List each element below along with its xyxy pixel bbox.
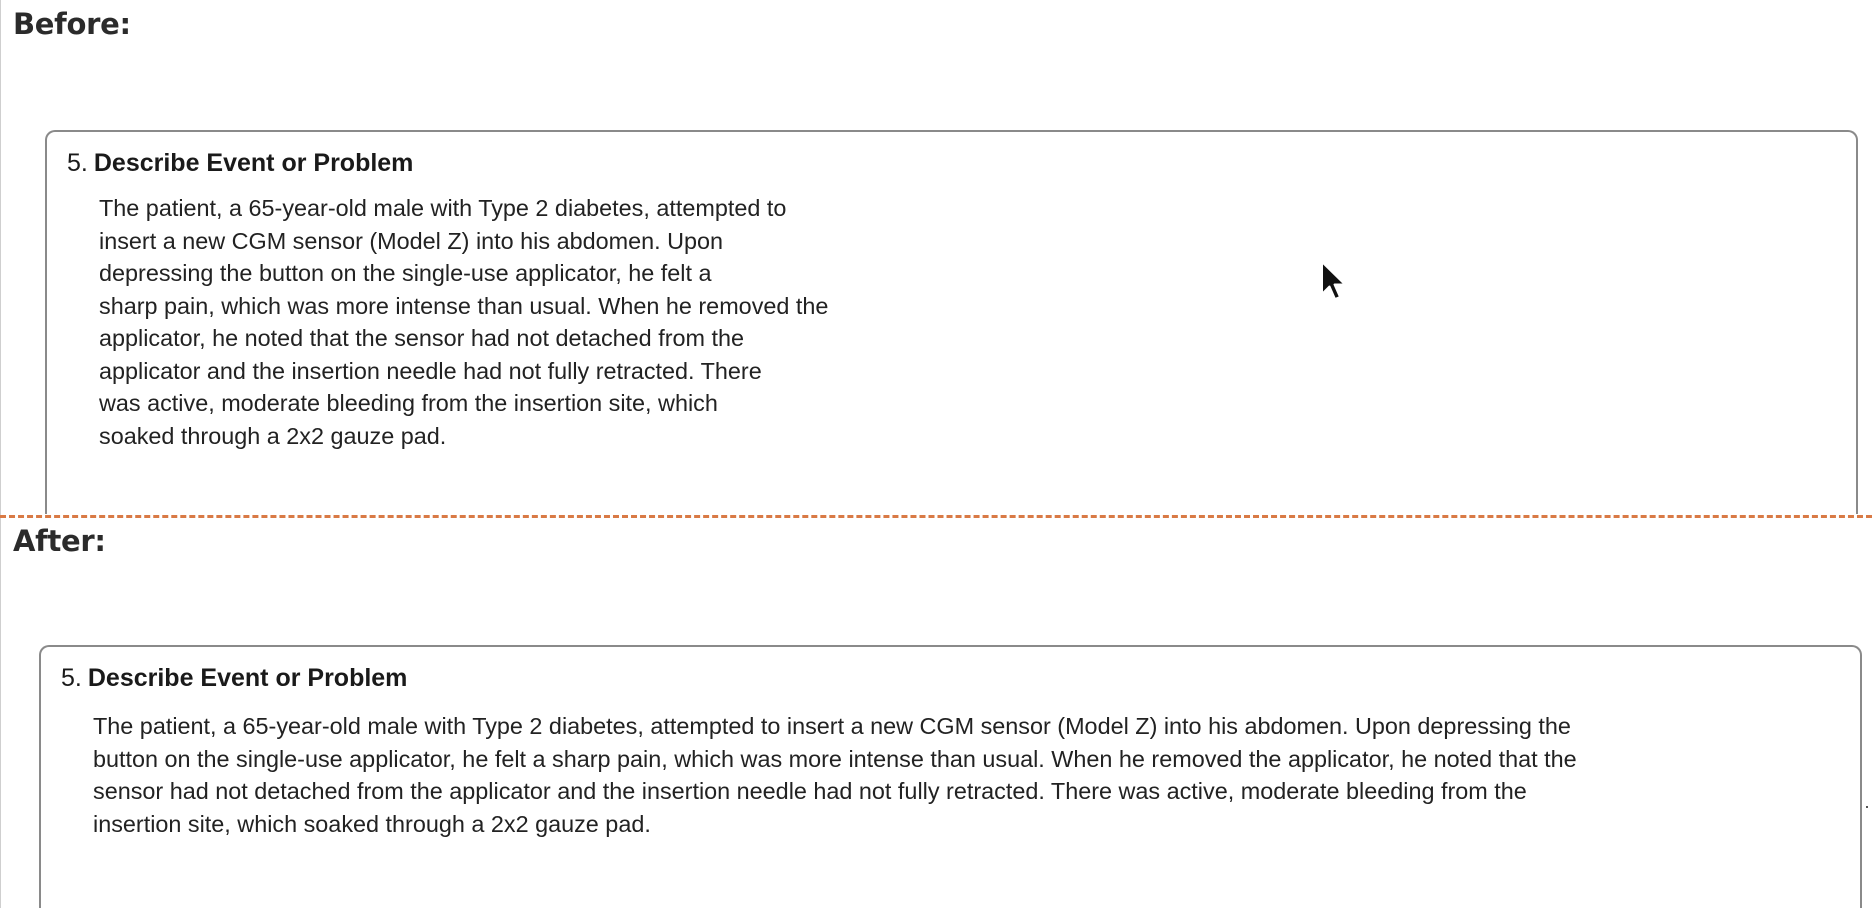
before-heading: Before: xyxy=(13,7,131,41)
before-narrative-text[interactable]: The patient, a 65-year-old male with Type 2 diabetes, attempted to insert a new CGM sensor (Model Z) into his abdomen. Upon depressing the button on the single-use applicator, he felt a sharp pain, which was more intense than usual. When he removed the applicator, he noted that the sensor had not detached from the applicator and the insertion needle had not fully retracted. There was active, moderate bleeding from the insertion site, which soaked through a 2x2 gauze pad. xyxy=(99,195,829,449)
before-section-number: 5. xyxy=(67,149,88,177)
after-form-field xyxy=(39,645,1862,908)
after-heading: After: xyxy=(13,524,106,558)
before-section-title xyxy=(67,149,413,178)
before-after-divider xyxy=(0,515,1872,518)
before-section-label: Describe Event or Problem xyxy=(93,149,414,177)
after-narrative-text[interactable]: The patient, a 65-year-old male with Type 2 diabetes, attempted to insert a new CGM sensor (Model Z) into his abdomen. Upon depressing the button on the single-use applicator, he felt a sharp pain, which was more intense than usual. When he removed the applicator, he noted that the sensor had not detached from the applicator and the insertion needle had not fully retracted. There was active, moderate bleeding from the insertion site, which soaked through a 2x2 gauze pad. xyxy=(93,713,1577,837)
left-edge-rule xyxy=(0,0,1,908)
after-section-number: 5. xyxy=(61,664,82,692)
after-section-label: Describe Event or Problem xyxy=(87,664,408,692)
before-form-field xyxy=(45,130,1858,514)
edge-mark xyxy=(1866,806,1868,808)
mouse-pointer-icon xyxy=(1319,260,1349,304)
after-section-title xyxy=(61,664,407,693)
